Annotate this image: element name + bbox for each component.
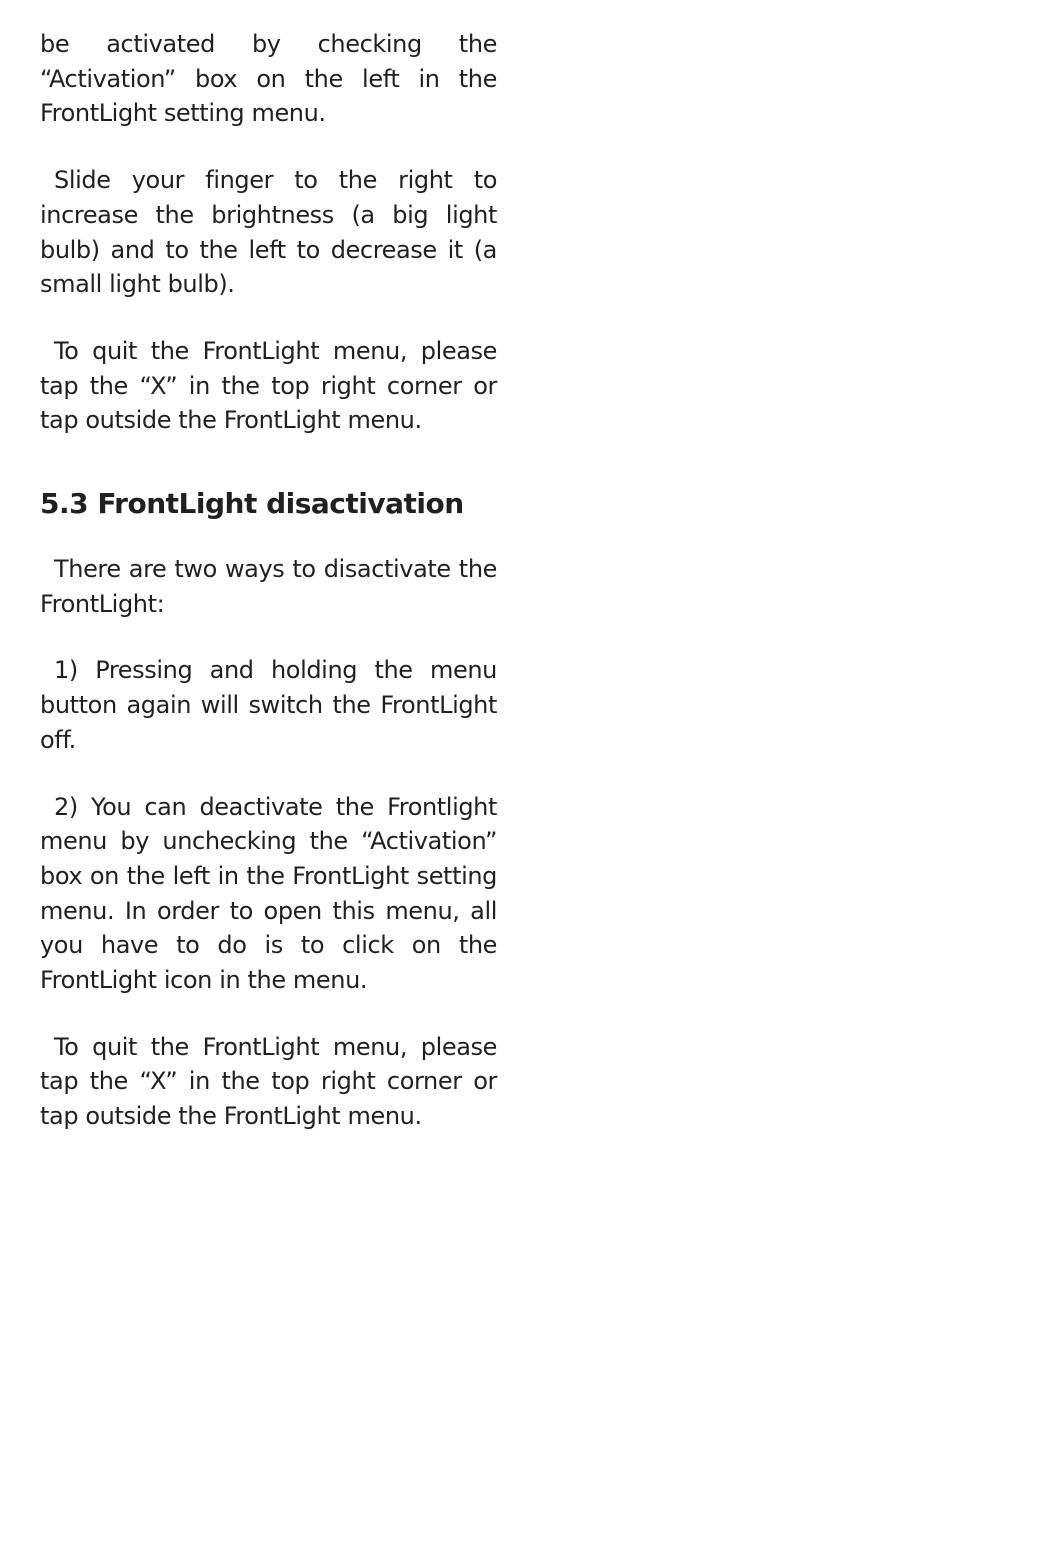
paragraph-two-ways: There are two ways to disactivate the FrontLight: — [40, 555, 497, 618]
paragraph-brightness-slider: Slide your finger to the right to increase the brightness (a big light bulb) and to the left to decrease it (a small light bulb). — [40, 166, 497, 299]
section-heading-frontlight-disactivation: 5.3 FrontLight disactivation — [40, 487, 464, 521]
paragraph-method-1: 1) Pressing and holding the menu button again will switch the FrontLight off. — [40, 656, 497, 754]
paragraph-quit-menu-2: To quit the FrontLight menu, please tap the “X” in the top right corner or tap outside the FrontLight menu. — [40, 1032, 497, 1131]
paragraph-activation-continued: be activated by checking the “Activation” box on the left in the FrontLight setting menu. — [40, 30, 497, 128]
paragraph-method-2: 2) You can deactivate the Frontlight menu by unchecking the “Activation” box on the left in the FrontLight setting menu. In order to open this menu, all you have to do is to click on the FrontLight icon in the menu. — [40, 792, 497, 995]
paragraph-quit-menu: To quit the FrontLight menu, please tap the “X” in the top right corner or tap outside the FrontLight menu. — [40, 336, 497, 435]
document-page — [40, 27, 497, 1134]
